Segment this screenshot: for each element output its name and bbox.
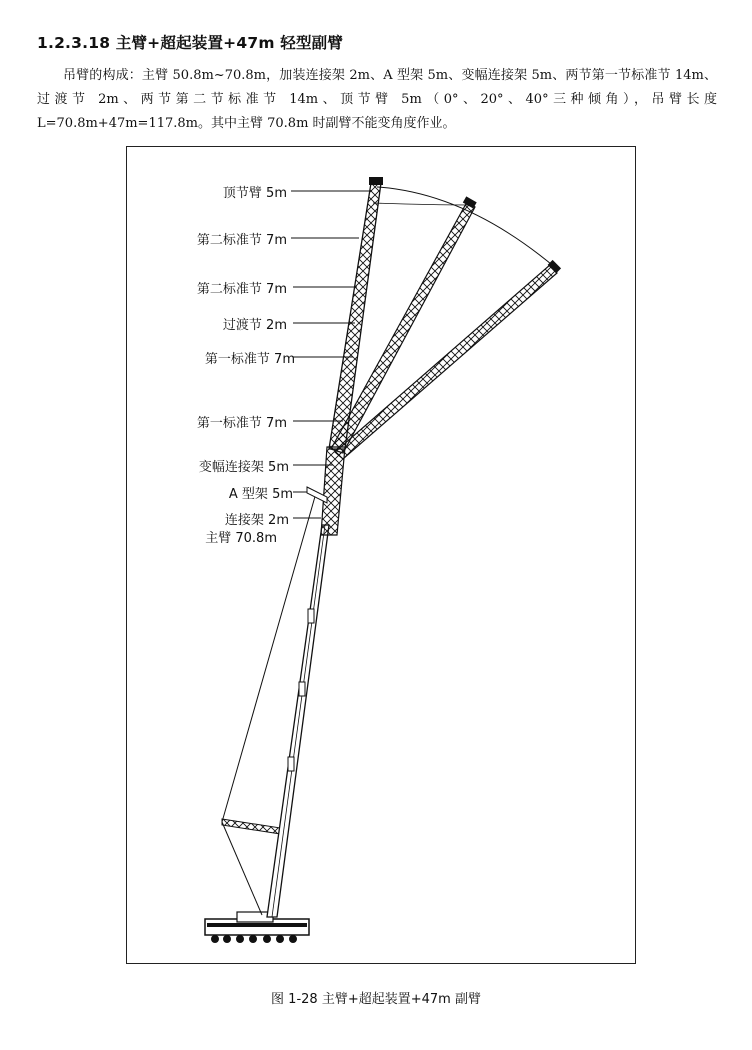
label-main-boom: 主臂 70.8m [205, 531, 277, 546]
crane-carrier [205, 912, 309, 943]
paragraph-text: 吊臂的构成：主臂 50.8m~70.8m，加装连接架 2m、A 型架 5m、变幅连接架 5m、两节第一节标准节 14m、过渡节 2m、两节第二节标准节 14m、顶节臂 5m（0°、20°、40°三种倾角），吊臂长度 L=70.8m+47m=117.8m。其中主臂 70.8m 时副臂不能变角度作业。 [37, 68, 717, 131]
connector-section [307, 447, 345, 535]
label-luffing-connector: 变幅连接架 5m [198, 460, 289, 475]
label-a-frame: A 型架 5m [228, 487, 293, 502]
figure-frame [126, 146, 636, 964]
main-boom [267, 525, 329, 917]
figure-caption: 图 1-28 主臂+超起装置+47m 副臂 [271, 992, 481, 1007]
label-connector: 连接架 2m [224, 513, 289, 528]
section-paragraph [37, 64, 717, 136]
label-second-standard-2: 第二标准节 7m [196, 282, 287, 297]
luffing-arc-inner [373, 203, 471, 205]
label-top-jib: 顶节臂 5m [222, 186, 287, 201]
label-second-standard-1: 第二标准节 7m [196, 233, 287, 248]
section-heading: 1.2.3.18 主臂+超起装置+47m 轻型副臂 [37, 34, 344, 52]
crane-drawing [127, 147, 637, 965]
fly-jib-40deg [335, 260, 561, 459]
label-transition-section: 过渡节 2m [222, 318, 287, 333]
label-first-standard-2: 第一标准节 7m [196, 416, 287, 431]
label-first-standard-1: 第一标准节 7m [204, 352, 295, 367]
